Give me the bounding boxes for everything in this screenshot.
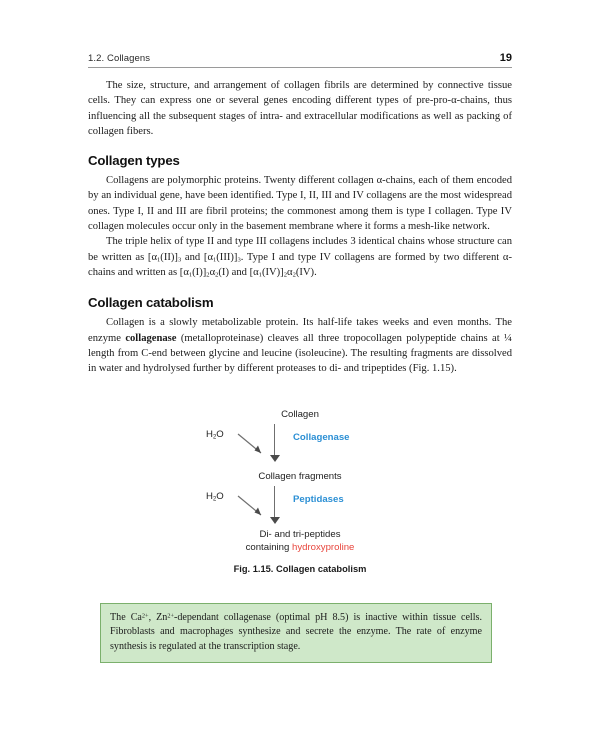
figure-node-row (88, 528, 512, 554)
paragraph-intro: The size, structure, and arrangement of collagen fibrils are determined by connective tissue cells. They can express one or several genes encoding different types of pre-pro-α-chains, thus influencing all the subsequent stages of intra- and extracellular modifications as well as packing of collagen fibers. (88, 80, 512, 137)
figure-enzyme-collagenase: Collagenase (293, 432, 350, 443)
heading-collagen-catabolism: Collagen catabolism (88, 295, 214, 311)
callout-text-part1: The Ca (110, 612, 142, 623)
figure-enzyme-peptidases: Peptidases (293, 494, 344, 505)
callout-box (100, 603, 492, 663)
feeder-arrow-icon (236, 494, 270, 525)
callout-text-part2: , Zn (148, 612, 168, 623)
callout-superscript-2: 2+ (167, 612, 174, 620)
arrow-head-icon (270, 517, 280, 524)
figure-node-products-line2 (88, 541, 512, 554)
figure-step-peptidases (88, 484, 512, 528)
figure-reagent-water-1: $H_2O$ (206, 429, 224, 441)
feeder-arrow-svg (236, 494, 270, 520)
callout-superscript-1: 2+ (141, 612, 149, 620)
chapter-title: 1.2. Collagens (88, 53, 151, 64)
figure-node-row (88, 466, 512, 484)
figure-node-row (88, 404, 512, 422)
feeder-arrow-svg (236, 432, 270, 458)
running-head (88, 52, 512, 64)
heading-collagen-types: Collagen types (88, 153, 180, 169)
figure-node-collagen: Collagen (281, 409, 319, 420)
arrow-head-icon (270, 455, 280, 462)
paragraph-triple-helix: The triple helix of type II and type III collagens includes 3 identical chains whose structure can be written as $[\alpha_1(II)]_3$ and $[\alpha_1(III)]_3$. Type I and type IV collagens are formed by two different α-chains and written as $[\alpha_1(I)]_2\alpha_2(I)$ and $[\alpha_1(IV)]_2\alpha_2(IV)$. (88, 236, 513, 279)
header-rule (88, 67, 512, 68)
arrow-shaft-icon (274, 486, 275, 519)
callout-text (110, 611, 482, 654)
feeder-arrow-icon (236, 432, 270, 463)
term-collagenase: collagenase (125, 332, 177, 344)
figure-caption: Fig. 1.15. Collagen catabolism (233, 564, 367, 574)
figure-reagent-water-2: $H_2O$ (206, 491, 224, 503)
arrow-shaft-icon (274, 424, 275, 457)
figure-collagen-catabolism (88, 404, 512, 574)
paragraph-collagen-types: Collagens are polymorphic proteins. Twenty different collagen α-chains, each of them encoded by an individual gene, have been identified. Type I, II, III and IV collagens are the most widespread ones. Type I, II and III are fibril proteins; the commonest among them is type I collagen. Type IV collagen molecules occur only in the basement membrane where it forms a mesh-like network. (88, 175, 512, 233)
callout-text-part3: -dependant collagenase (optimal pH 8.5) is inactive within tissue cells. Fibroblasts and macrophages synthesize and secrete the enzyme. The rate of enzyme synthesis is regulated at the transcription stage. (110, 612, 482, 652)
products-highlight-hydroxyproline: hydroxyproline (292, 542, 355, 553)
products-prefix: containing (245, 542, 292, 553)
text-column (88, 78, 512, 376)
figure-node-products-line1: Di- and tri-peptides (259, 529, 341, 540)
figure-node-collagen-fragments: Collagen fragments (258, 471, 342, 482)
figure-step-collagenase (88, 422, 512, 466)
page-number: 19 (499, 52, 512, 64)
paragraph-catabolism: Collagen is a slowly metabolizable protein. Its half-life takes weeks and even months. The enzyme collagenase (metalloproteinase) cleaves all three tropocollagen polypeptide chains at ¼ length from C-end between glycine and leucine (isoleucine). The resulting fragments are dissolved in water and hydrolysed further by different proteases to di- and tripeptides (Fig. 1.15). (88, 317, 512, 375)
